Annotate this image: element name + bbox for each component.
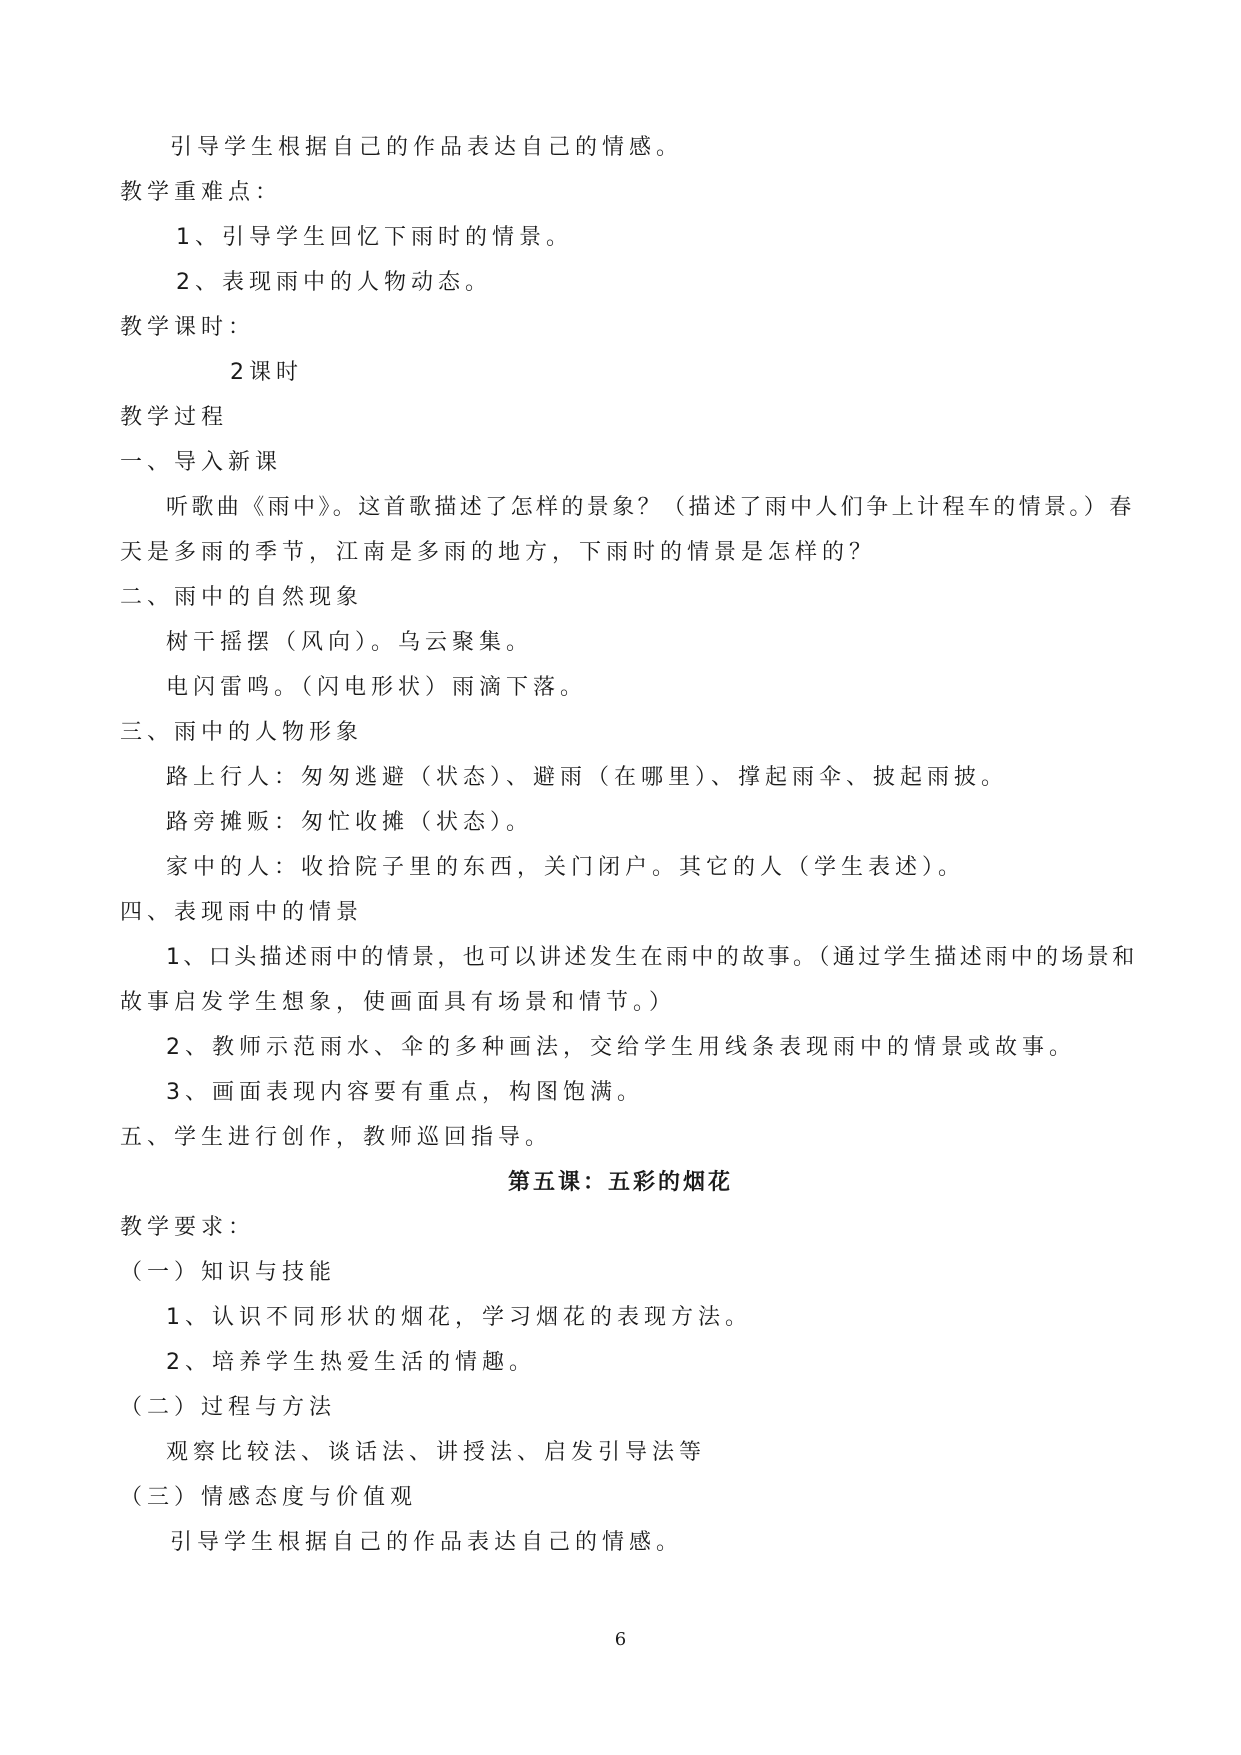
text-line: 听歌曲《雨中》。这首歌描述了怎样的景象？（描述了雨中人们争上计程车的情景。）春 [166,495,1135,520]
text-line: 2课时 [230,360,303,385]
section-heading: 教学过程 [120,405,229,430]
text-line: 家中的人：收拾院子里的东西，关门闭户。其它的人（学生表述）。 [166,855,966,880]
text-line: 1、引导学生回忆下雨时的情景。 [176,225,573,250]
section-heading: 教学重难点： [120,180,283,205]
text-line: 2、教师示范雨水、伞的多种画法，交给学生用线条表现雨中的情景或故事。 [166,1035,1076,1060]
subsection-heading: （三）情感态度与价值观 [120,1485,418,1510]
text-line: 电闪雷鸣。（闪电形状）雨滴下落。 [166,675,588,700]
text-line: 2、培养学生热爱生活的情趣。 [166,1350,536,1375]
subsection-heading: （二）过程与方法 [120,1395,337,1420]
page-number: 6 [614,1629,627,1650]
section-heading: 三、雨中的人物形象 [120,720,364,745]
section-heading: 四、表现雨中的情景 [120,900,364,925]
section-heading: 一、导入新课 [120,450,283,475]
text-line: 2、表现雨中的人物动态。 [176,270,492,295]
text-line: 引导学生根据自己的作品表达自己的情感。 [170,135,684,160]
text-line: 观察比较法、谈话法、讲授法、启发引导法等 [166,1440,707,1465]
text-line: 引导学生根据自己的作品表达自己的情感。 [170,1530,684,1555]
text-line: 1、认识不同形状的烟花，学习烟花的表现方法。 [166,1305,752,1330]
text-line: 天是多雨的季节，江南是多雨的地方，下雨时的情景是怎样的？ [120,540,877,565]
section-heading: 二、雨中的自然现象 [120,585,364,610]
text-line: 1、口头描述雨中的情景，也可以讲述发生在雨中的故事。（通过学生描述雨中的场景和 [166,945,1138,970]
lesson-title: 第五课：五彩的烟花 [507,1170,733,1195]
subsection-heading: （一）知识与技能 [120,1260,337,1285]
text-line: 树干摇摆（风向）。乌云聚集。 [166,630,534,655]
text-line: 故事启发学生想象，使画面具有场景和情节。） [120,990,677,1015]
text-line: 3、画面表现内容要有重点，构图饱满。 [166,1080,644,1105]
section-heading: 教学课时： [120,315,256,340]
section-heading: 教学要求： [120,1215,256,1240]
text-line: 路旁摊贩：匆忙收摊（状态）。 [166,810,534,835]
section-heading: 五、学生进行创作，教师巡回指导。 [120,1125,553,1150]
text-line: 路上行人：匆匆逃避（状态）、避雨（在哪里）、撑起雨伞、披起雨披。 [166,765,1009,790]
